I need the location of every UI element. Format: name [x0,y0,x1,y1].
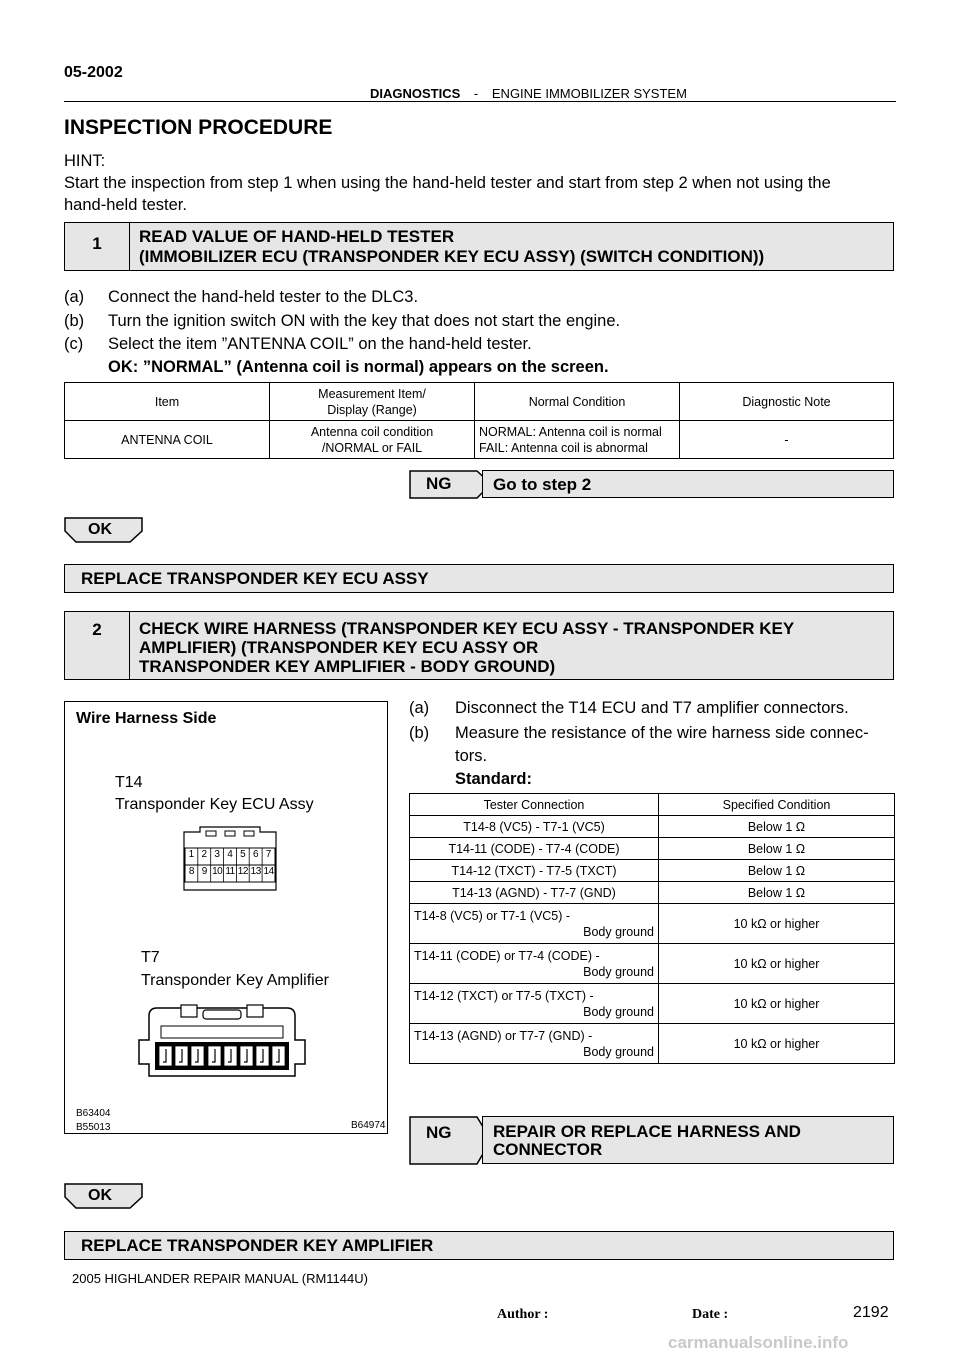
pin-label: 3 [214,849,220,860]
step-1-number: 1 [92,234,102,253]
pin-label: 5 [240,849,246,860]
step-2-number: 2 [92,620,102,639]
cell-normal-line-2: FAIL: Antenna coil is abnormal [479,440,648,455]
pin-label: 6 [252,849,259,860]
cell-item: ANTENNA COIL [65,421,270,459]
pin-label: 13 [250,866,261,877]
t14-pins-top [185,849,275,860]
header-normal-condition: Normal Condition [475,383,680,421]
step-2-item-b-text: Measure the resistance of the wire harness side connec- [455,724,869,742]
step-2-title-line-2: AMPLIFIER) (TRANSPONDER KEY ECU ASSY OR [139,638,539,657]
step-1-ok-note: OK: ”NORMAL” (Antenna coil is normal) appears on the screen. [108,358,609,376]
pin-label: 12 [237,866,248,877]
pin-label: 10 [212,866,223,877]
cell-condition: 10 kΩ or higher [659,984,895,1024]
cell-condition: Below 1 Ω [659,860,895,882]
figure-ref-1: B63404 [76,1108,111,1119]
cell-condition: Below 1 Ω [659,838,895,860]
t14-name: Transponder Key ECU Assy [115,796,314,813]
cell-connection-line-2: Body ground [583,1044,654,1059]
figure-ref-2: B55013 [76,1122,111,1133]
figure-title: Wire Harness Side [76,710,217,727]
header-tester-connection: Tester Connection [410,794,659,816]
cell-diagnostic-note: - [680,421,894,459]
table-row [410,838,895,860]
pin-label: 9 [201,866,207,877]
hint-label: HINT: [64,152,106,170]
table-row [410,904,895,944]
table-row [410,816,895,838]
ng-result-box-1 [482,470,894,498]
step-1-item-a-text: Connect the hand-held tester to the DLC3. [108,288,419,306]
step-1-header [64,222,894,271]
ng-result-box-2 [482,1116,894,1164]
pin-label: 4 [227,849,233,860]
footer-manual: 2005 HIGHLANDER REPAIR MANUAL (RM1144U) [72,1271,368,1286]
cell-connection [410,984,659,1024]
header-rule [64,101,896,102]
watermark: carmanualsonline.info [668,1333,849,1352]
cell-condition: 10 kΩ or higher [659,1024,895,1064]
cell-condition: 10 kΩ or higher [659,904,895,944]
header-item: Item [65,383,270,421]
step-1-item-b-label: (b) [64,312,85,330]
step-2-header [64,611,894,680]
cell-connection-line-1: T14-8 (VC5) or T7-1 (VC5) - [414,908,571,923]
footer-author-label: Author : [497,1307,549,1322]
cell-condition: Below 1 Ω [659,882,895,904]
cell-normal-line-1: NORMAL: Antenna coil is normal [479,424,662,439]
pin-label: 7 [265,849,272,860]
running-header [370,86,687,101]
wire-harness-figure [64,701,388,1134]
header-diagnostic-note: Diagnostic Note [680,383,894,421]
t14-pins-bottom [185,866,275,877]
t7-code: T7 [141,949,160,966]
step-1-title-line-2: (IMMOBILIZER ECU (TRANSPONDER KEY ECU ASSY) (SWITCH CONDITION)) [139,247,765,266]
step-1-data-table [64,382,894,459]
page-title: INSPECTION PROCEDURE [64,116,333,139]
result-box-2: REPLACE TRANSPONDER KEY AMPLIFIER [64,1231,894,1260]
figure-ref-3: B64974 [351,1120,386,1131]
table-row [410,984,895,1024]
cell-connection-line-1: T14-13 (AGND) or T7-7 (GND) - [414,1028,593,1043]
cell-condition: 10 kΩ or higher [659,944,895,984]
pin-label: 1 [188,849,195,860]
step-1-item-c-text: Select the item ”ANTENNA COIL” on the hand-held tester. [108,335,532,353]
cell-connection: T14-12 (TXCT) - T7-5 (TXCT) [410,860,659,882]
cell-connection [410,904,659,944]
table-row [410,882,895,904]
table-row [65,421,894,459]
standard-table [409,793,895,1064]
header-measurement [270,383,475,421]
step-2-item-a-label: (a) [409,699,430,717]
cell-connection: T14-13 (AGND) - T7-7 (GND) [410,882,659,904]
cell-connection: T14-11 (CODE) - T7-4 (CODE) [410,838,659,860]
cell-measurement [270,421,475,459]
step-1-item-c-label: (c) [64,335,84,353]
page-code: 05-2002 [64,64,123,81]
cell-connection-line-2: Body ground [583,964,654,979]
step-2-title-line-3: TRANSPONDER KEY AMPLIFIER - BODY GROUND) [139,657,556,676]
header-section: DIAGNOSTICS [370,86,461,101]
cell-connection [410,1024,659,1064]
ng-result-line-1: REPAIR OR REPLACE HARNESS AND [493,1122,801,1141]
step-2-item-a-text: Disconnect the T14 ECU and T7 amplifier connectors. [455,699,849,717]
result-box-1: REPLACE TRANSPONDER KEY ECU ASSY [64,564,894,593]
cell-connection-line-1: T14-12 (TXCT) or T7-5 (TXCT) - [414,988,594,1003]
header-separator: - [473,86,479,101]
cell-measurement-line-2: /NORMAL or FAIL [321,440,423,455]
header-measurement-line-1: Measurement Item/ [318,386,426,401]
footer-page-number: 2192 [853,1304,889,1321]
step-1-item-b-text: Turn the ignition switch ON with the key that does not start the engine. [108,312,621,330]
ok-label-2: OK [88,1187,112,1204]
step-1-item-a-label: (a) [64,288,85,306]
hint-line-1: Start the inspection from step 1 when using the hand-held tester and start from step 2 when not using the [64,174,831,192]
cell-measurement-line-1: Antenna coil condition [310,424,434,439]
table-row [410,944,895,984]
t14-code: T14 [115,774,143,791]
header-measurement-line-2: Display (Range) [327,402,417,417]
pin-label: 8 [188,866,194,877]
header-subsection: ENGINE IMMOBILIZER SYSTEM [491,86,687,101]
table-row [410,860,895,882]
ng-label-1: NG [426,474,452,493]
step-1-divider [129,223,130,270]
pin-label: 2 [201,849,208,860]
step-2-item-b-text-2: tors. [455,747,488,765]
hint-line-2: hand-held tester. [64,196,187,214]
table-header-row [410,794,895,816]
ng-result-text-1: Go to step 2 [493,475,592,494]
pin-label: 14 [263,866,274,877]
pin-label: 11 [225,866,235,877]
cell-connection: T14-8 (VC5) - T7-1 (VC5) [410,816,659,838]
footer-date-label: Date : [692,1307,729,1322]
t7-connector-drawing [133,1004,311,1084]
ng-result-line-2: CONNECTOR [493,1140,603,1159]
table-row [410,1024,895,1064]
cell-connection-line-1: T14-11 (CODE) or T7-4 (CODE) - [414,948,600,963]
cell-normal-condition [475,421,680,459]
cell-connection-line-2: Body ground [583,1004,654,1019]
cell-connection [410,944,659,984]
cell-connection-line-2: Body ground [583,924,654,939]
step-1-title-line-1: READ VALUE OF HAND-HELD TESTER [139,227,455,246]
standard-label: Standard: [455,770,533,788]
step-2-divider [129,612,130,679]
step-2-item-b-label: (b) [409,724,430,742]
table-header-row [65,383,894,421]
ng-label-2: NG [426,1123,452,1142]
t7-name: Transponder Key Amplifier [141,972,329,989]
header-specified-condition: Specified Condition [659,794,895,816]
ok-label-1: OK [88,521,112,538]
step-2-title-line-1: CHECK WIRE HARNESS (TRANSPONDER KEY ECU ASSY - TRANSPONDER KEY [139,619,795,638]
cell-condition: Below 1 Ω [659,816,895,838]
